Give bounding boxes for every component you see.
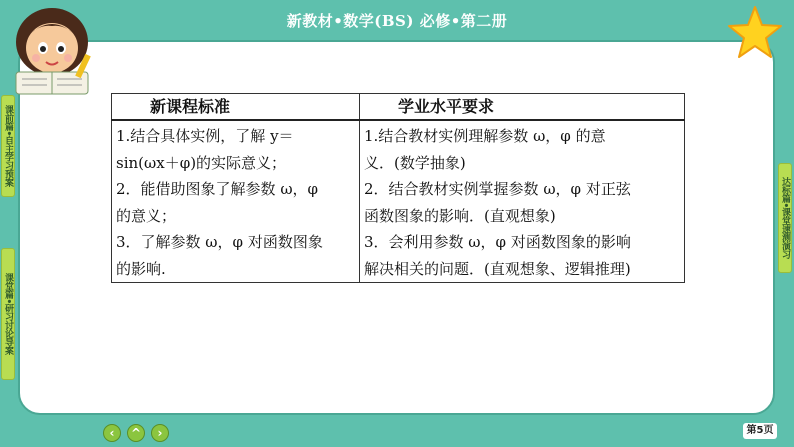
table-line: 的意义； (116, 206, 177, 225)
next-page-button[interactable]: › (151, 424, 169, 442)
table-line: 3．了解参数 ω，φ 对函数图象 (116, 233, 323, 251)
standards-table (111, 93, 685, 283)
table-line: 2．结合教材实例掌握参数 ω，φ 对正弦 (364, 180, 631, 198)
table-line: 3．会利用参数 ω，φ 对函数图象的影响 (364, 233, 631, 251)
table-line: 函数图象的影响．(直观想象) (364, 206, 556, 225)
table-row (112, 120, 685, 283)
table-line: 1.结合教材实例理解参数 ω，φ 的意 (364, 127, 606, 145)
side-tab-preview-label: 课前篇•自主学习预案 (3, 105, 13, 187)
table-line: 解决相关的问题．(直观想象、逻辑推理) (364, 259, 631, 278)
prev-page-button[interactable]: ‹ (103, 424, 121, 442)
home-button[interactable]: ^ (127, 424, 145, 442)
side-tab-study-label: 课堂篇•研习讨论导案 (3, 273, 13, 355)
side-tab-practice[interactable] (778, 163, 792, 273)
side-tab-preview[interactable] (1, 95, 15, 197)
table-line: 2．能借助图象了解参数 ω，φ (116, 180, 319, 198)
girl-reading-icon (2, 2, 102, 100)
column-header: 新课程标准 (112, 94, 360, 121)
table-header-row (112, 94, 685, 121)
requirements-cell (360, 120, 685, 283)
standards-cell (112, 120, 360, 283)
star-icon (726, 4, 784, 62)
column-header: 学业水平要求 (360, 94, 685, 121)
table-line: sin(ωx＋φ)的实际意义； (116, 153, 287, 172)
page-title: 新教材•数学(BS) 必修•第二册 (286, 12, 508, 30)
nav-buttons (103, 424, 169, 442)
table-line: 1.结合具体实例，了解 y＝ (116, 127, 294, 145)
side-tab-study[interactable] (1, 248, 15, 380)
side-tab-practice-label: 达标篇•课堂速测演习 (780, 177, 790, 259)
table-line: 的影响. (116, 259, 166, 278)
table-line: 义．(数学抽象) (364, 153, 466, 172)
page-number: 第5页 (743, 423, 777, 439)
